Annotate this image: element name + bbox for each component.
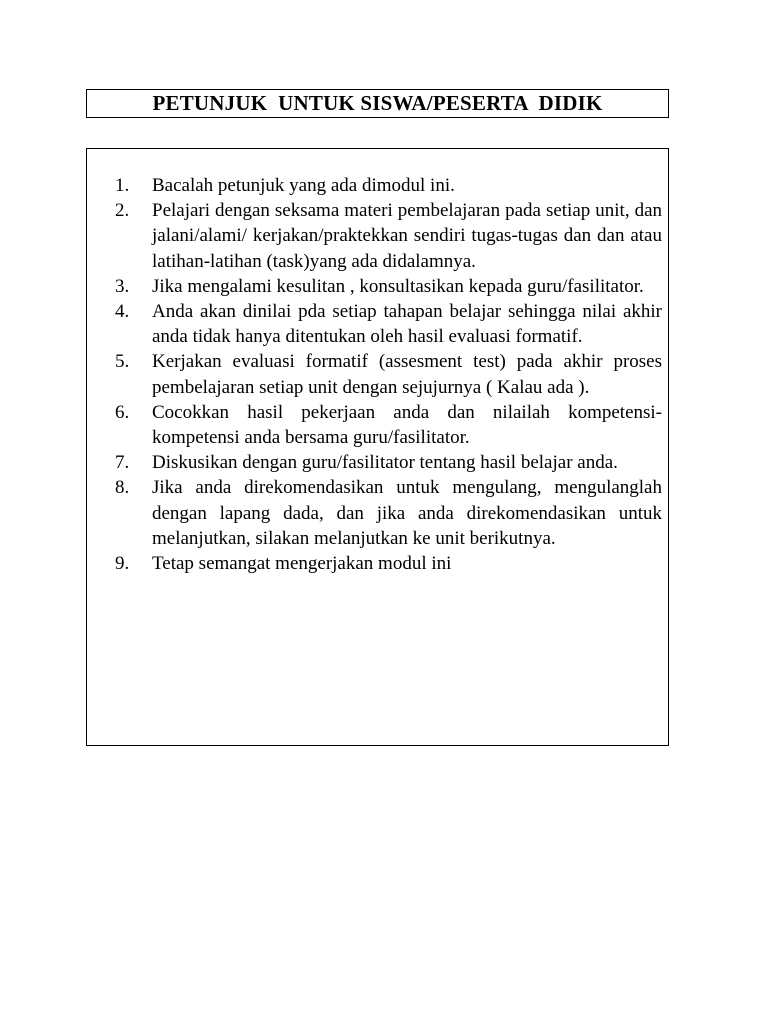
list-item-text: Tetap semangat mengerjakan modul ini <box>152 553 452 575</box>
list-item-text: Jika mengalami kesulitan , konsultasikan kepada guru/fasilitator. <box>152 275 644 297</box>
list-item-text: Kerjakan evaluasi formatif (assesment test) pada akhir proses pembelajaran setiap unit dengan sejujurnya ( Kalau ada ). <box>152 351 662 398</box>
list-item-text: Jika anda direkomendasikan untuk mengulang, mengulanglah dengan lapang dada, dan jika anda direkomendasikan untuk melanjutkan, silakan melanjutkan ke unit berikutnya. <box>152 477 662 549</box>
list-item-number: 8. <box>115 477 130 499</box>
list-item <box>115 450 662 475</box>
list-item <box>115 400 662 450</box>
list-item-number: 2. <box>115 200 130 222</box>
list-item-text: Diskusikan dengan guru/fasilitator tentang hasil belajar anda. <box>152 452 618 474</box>
list-item-number: 4. <box>115 301 130 323</box>
list-item-number: 9. <box>115 553 130 575</box>
list-item-number: 6. <box>115 401 130 423</box>
list-item-number: 7. <box>115 452 130 474</box>
list-item-text: Pelajari dengan seksama materi pembelajaran pada setiap unit, dan jalani/alami/ kerjakan/praktekkan sendiri tugas-tugas dan dan atau latihan-latihan (task)yang ada didalamnya. <box>152 200 662 272</box>
list-item <box>115 198 662 274</box>
list-item-text: Anda akan dinilai pda setiap tahapan belajar sehingga nilai akhir anda tidak hanya ditentukan oleh hasil evaluasi formatif. <box>152 301 662 348</box>
list-item <box>115 475 662 551</box>
list-item <box>115 173 662 198</box>
instructions-box <box>86 148 669 746</box>
list-item-number: 3. <box>115 275 130 297</box>
list-item <box>115 299 662 349</box>
list-item-text: Bacalah petunjuk yang ada dimodul ini. <box>152 175 455 196</box>
list-item-text: Cocokkan hasil pekerjaan anda dan nilailah kompetensi-kompetensi anda bersama guru/fasilitator. <box>152 401 662 449</box>
title-box <box>86 89 669 118</box>
instructions-list <box>115 173 662 576</box>
page-title: PETUNJUK UNTUK SISWA/PESERTA DIDIK <box>152 91 603 115</box>
list-item-number: 5. <box>115 351 130 373</box>
list-item <box>115 274 662 299</box>
list-item <box>115 551 662 576</box>
list-item <box>115 349 662 399</box>
list-item-number: 1. <box>115 175 130 196</box>
